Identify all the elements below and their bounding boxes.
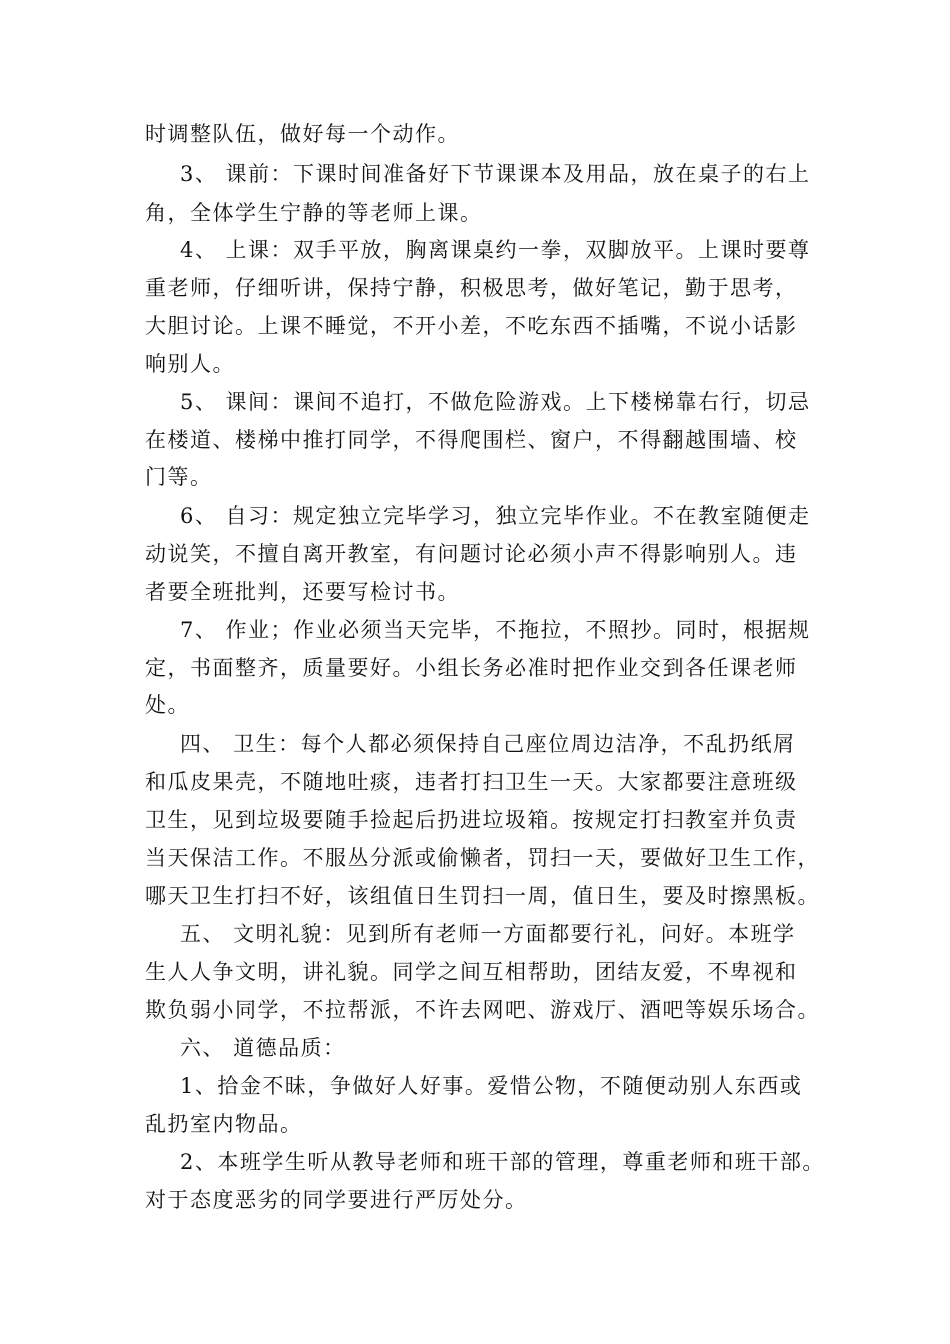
text-line-8: 5、 课间：课间不追打，不做危险游戏。上下楼梯靠右行，切忌 bbox=[180, 390, 811, 414]
text-line-27: 乱扔室内物品。 bbox=[145, 1112, 303, 1136]
text-line-13: 者要全班批判，还要写检讨书。 bbox=[145, 580, 460, 604]
text-line-19: 卫生，见到垃圾要随手捡起后扔进垃圾箱。按规定打扫教室并负责 bbox=[145, 808, 798, 832]
text-line-20: 当天保洁工作。不服丛分派或偷懒者，罚扫一天，要做好卫生工作， bbox=[145, 846, 820, 870]
text-line-17: 四、 卫生：每个人都必须保持自己座位周边洁净，不乱扔纸屑 bbox=[180, 732, 796, 756]
text-line-15: 定，书面整齐，质量要好。小组长务必准时把作业交到各任课老师 bbox=[145, 656, 798, 680]
text-line-5: 重老师，仔细听讲，保持宁静，积极思考，做好笔记，勤于思考， bbox=[145, 276, 798, 300]
text-line-3: 角，全体学生宁静的等老师上课。 bbox=[145, 201, 483, 225]
text-line-12: 动说笑，不擅自离开教室，有问题讨论必须小声不得影响别人。违 bbox=[145, 542, 798, 566]
text-line-22: 五、 文明礼貌：见到所有老师一方面都要行礼，问好。本班学 bbox=[180, 922, 796, 946]
text-line-4: 4、 上课：双手平放，胸离课桌约一拳，双脚放平。上课时要尊 bbox=[180, 238, 811, 262]
text-line-11: 6、 自习：规定独立完毕学习，独立完毕作业。不在教室随便走 bbox=[180, 504, 811, 528]
text-line-16: 处。 bbox=[145, 693, 190, 717]
text-line-26: 1、拾金不昧，争做好人好事。爱惜公物，不随便动别人东西或 bbox=[180, 1074, 803, 1098]
text-line-7: 响别人。 bbox=[145, 352, 235, 376]
text-line-21: 哪天卫生打扫不好，该组值日生罚扫一周，值日生，要及时擦黑板。 bbox=[145, 884, 820, 908]
text-line-28: 2、本班学生听从教导老师和班干部的管理，尊重老师和班干部。 bbox=[180, 1150, 825, 1174]
text-line-25: 六、 道德品质： bbox=[180, 1036, 346, 1060]
text-line-14: 7、 作业；作业必须当天完毕，不拖拉，不照抄。同时，根据规 bbox=[180, 618, 811, 642]
text-line-29: 对于态度恶劣的同学要进行严厉处分。 bbox=[145, 1188, 528, 1212]
text-line-9: 在楼道、楼梯中推打同学，不得爬围栏、窗户，不得翻越围墙、校 bbox=[145, 428, 798, 452]
text-line-23: 生人人争文明，讲礼貌。同学之间互相帮助，团结友爱，不卑视和 bbox=[145, 960, 798, 984]
text-line-1: 时调整队伍，做好每一个动作。 bbox=[145, 122, 460, 146]
text-line-24: 欺负弱小同学，不拉帮派，不许去网吧、游戏厅、酒吧等娱乐场合。 bbox=[145, 998, 820, 1022]
text-line-2: 3、 课前：下课时间准备好下节课课本及用品，放在桌子的右上 bbox=[180, 162, 811, 186]
text-line-6: 大胆讨论。上课不睡觉，不开小差，不吃东西不插嘴，不说小话影 bbox=[145, 314, 798, 338]
text-line-18: 和瓜皮果壳，不随地吐痰，违者打扫卫生一天。大家都要注意班级 bbox=[145, 770, 798, 794]
text-line-10: 门等。 bbox=[145, 465, 213, 489]
